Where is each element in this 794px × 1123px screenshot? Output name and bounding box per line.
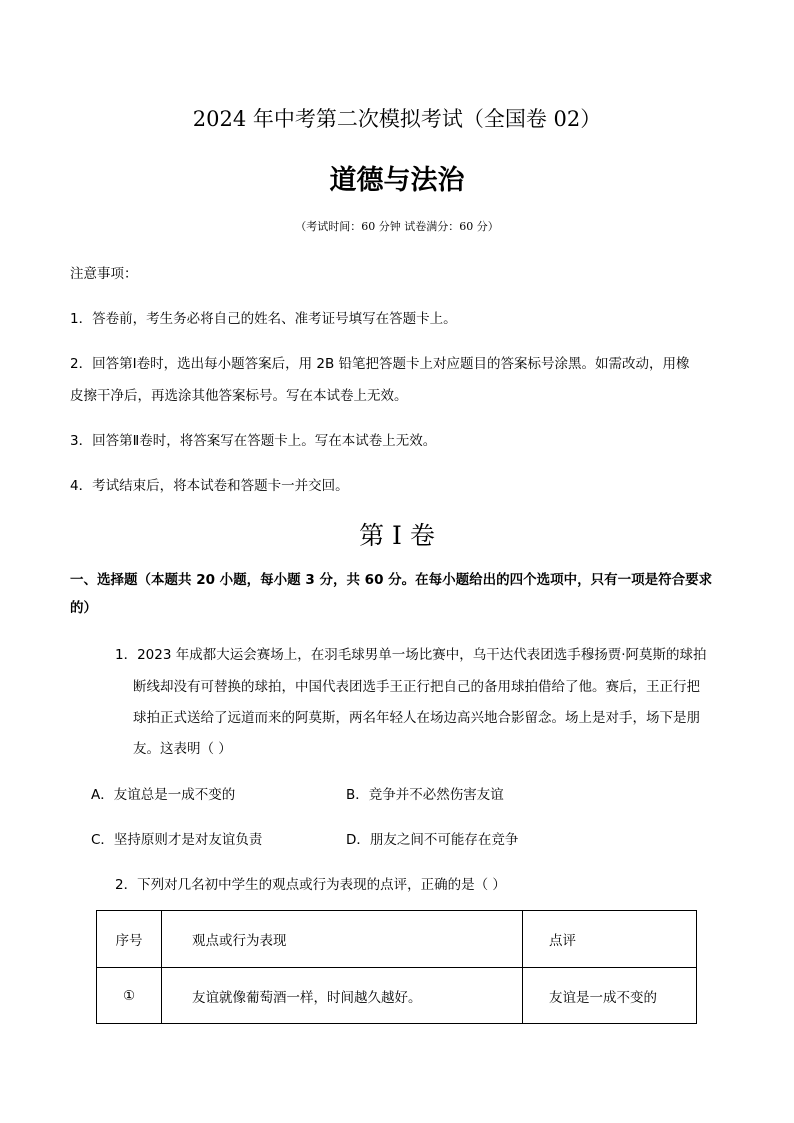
part-heading-cont: 的） [70,600,97,616]
q1-option-a: A．友谊总是一成不变的 [91,787,236,803]
q1-option-d: D．朋友之间不可能存在竞争 [346,832,519,848]
q2-table [96,910,697,1024]
table-cell: 友谊就像葡萄酒一样，时间越久越好。 [162,968,523,1024]
table-header-cell: 点评 [523,911,697,968]
section-title: 第 I 卷 [359,521,435,550]
notice-item-4: 4．考试结束后，将本试卷和答题卡一并交回。 [70,478,349,494]
q1-line-2: 断线却没有可替换的球拍，中国代表团选手王正行把自己的备用球拍借给了他。赛后，王正行把 [133,679,700,695]
q1-line-4: 友。这表明（ ） [133,741,232,757]
notice-heading: 注意事项： [70,266,138,282]
q2-stem: 2．下列对几名初中学生的观点或行为表现的点评，正确的是（ ） [115,877,506,893]
table-header-cell: 序号 [97,911,162,968]
table-header-cell: 观点或行为表现 [162,911,523,968]
notice-item-1: 1．答卷前，考生务必将自己的姓名、准考证号填写在答题卡上。 [70,311,457,327]
table-cell: ① [97,968,162,1024]
q1-line-1: 1．2023 年成都大运会赛场上，在羽毛球男单一场比赛中，乌干达代表团选手穆扬贾·阿莫斯的球拍 [115,647,707,663]
q1-option-b: B．竞争并不必然伤害友谊 [346,787,504,803]
notice-item-2-cont: 皮擦干净后，再选涂其他答案标号。写在本试卷上无效。 [70,388,408,404]
table-header-row [97,911,697,968]
exam-title: 2024 年中考第二次模拟考试（全国卷 02） [192,107,602,131]
q1-line-3: 球拍正式送给了远道而来的阿莫斯，两名年轻人在场边高兴地合影留念。场上是对手，场下是朋 [133,710,700,726]
table-row [97,968,697,1024]
exam-info: （考试时间：60 分钟 试卷满分：60 分） [295,220,499,233]
subject-title: 道德与法治 [329,165,465,196]
notice-item-3: 3．回答第Ⅱ卷时，将答案写在答题卡上。写在本试卷上无效。 [70,433,437,449]
notice-item-2: 2．回答第Ⅰ卷时，选出每小题答案后，用 2B 铅笔把答题卡上对应题目的答案标号涂黑。如需改动，用橡 [70,356,690,372]
q1-option-c: C．坚持原则才是对友谊负责 [91,832,263,848]
table-cell: 友谊是一成不变的 [523,968,697,1024]
part-heading: 一、选择题（本题共 20 小题，每小题 3 分，共 60 分。在每小题给出的四个选项中，只有一项是符合要求 [70,572,713,588]
